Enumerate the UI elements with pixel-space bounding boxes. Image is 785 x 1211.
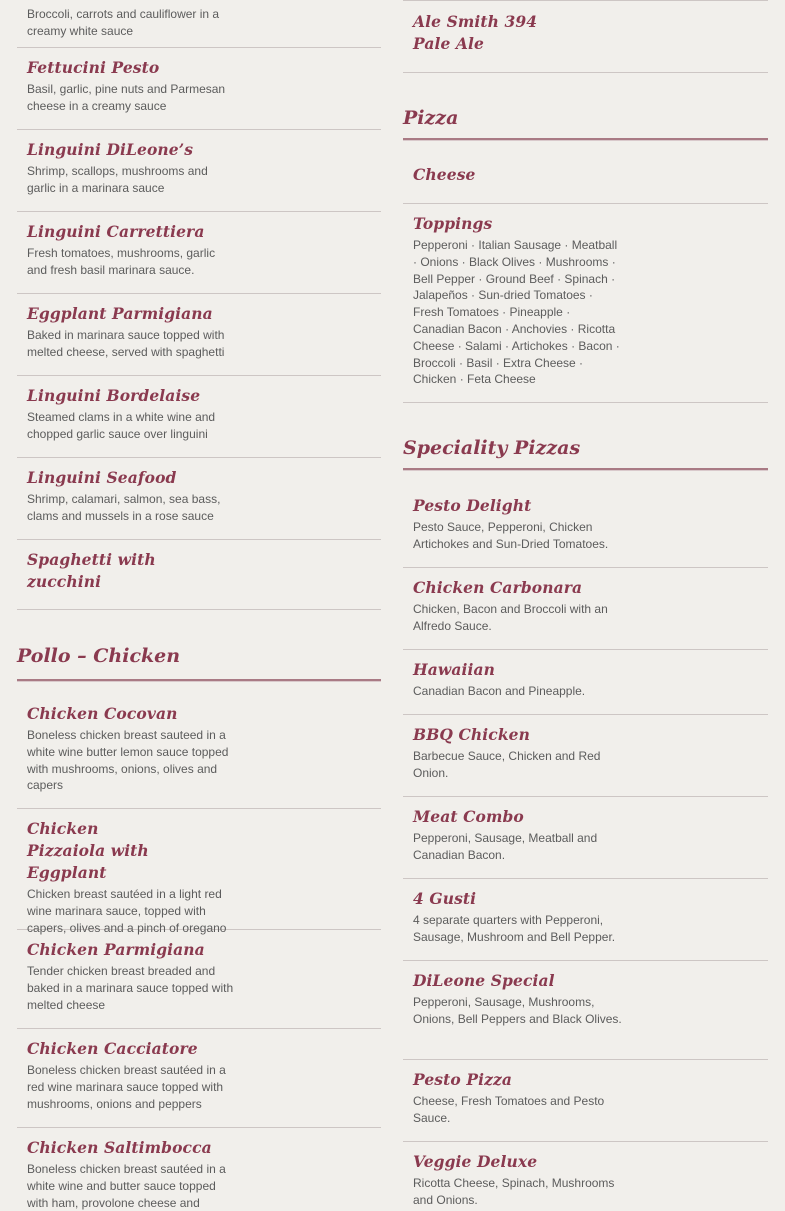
menu-item-title: Veggie Deluxe	[413, 1152, 538, 1171]
menu-item-title: Spaghetti with zucchini	[27, 550, 156, 591]
menu-item-description: Pepperoni, Sausage, Mushrooms, Onions, Bell Peppers and Black Olives.	[413, 995, 622, 1026]
menu-item	[403, 1060, 768, 1142]
menu-item-title: BBQ Chicken	[413, 725, 531, 744]
menu-item-title: Chicken Carbonara	[413, 578, 583, 597]
menu-item-title: 4 Gusti	[413, 889, 477, 908]
menu-item	[17, 1029, 381, 1128]
menu-item	[403, 568, 768, 650]
menu-item	[403, 486, 768, 568]
menu-item-description: Pepperoni · Italian Sausage · Meatball · Onions · Black Olives · Mushrooms · Bell Pepper · Ground Beef · Spinach · Jalapeños · Sun-dried Tomatoes · Fresh Tomatoes · Pineapple · Canadian Bacon · Anchovies · Ricotta Cheese · Salami · Artichokes · Bacon · Broccoli · Basil · Extra Cheese · Chicken · Feta Cheese	[413, 238, 620, 387]
menu-item-title: Linguini Seafood	[27, 468, 177, 487]
menu-item	[403, 204, 768, 403]
menu-item-description: Chicken breast sautéed in a light red wine marinara sauce, topped with capers, olives and a pinch of oregano	[27, 887, 227, 935]
menu-item	[403, 797, 768, 879]
menu-item-title: Hawaiian	[413, 660, 495, 679]
menu-item-description: Baked in marinara sauce topped with melted cheese, served with spaghetti	[27, 328, 225, 359]
menu-item	[17, 376, 381, 458]
menu-item	[403, 155, 768, 204]
menu-item-title: Linguini Bordelaise	[27, 386, 201, 405]
menu-item	[403, 0, 768, 73]
menu-item-description: Pepperoni, Sausage, Meatball and Canadian Bacon.	[413, 831, 598, 862]
menu-item-description: Cheese, Fresh Tomatoes and Pesto Sauce.	[413, 1094, 605, 1125]
menu-item-title: Ale Smith 394 Pale Ale	[413, 12, 538, 53]
section-title-pizza: Pizza	[403, 107, 459, 129]
menu-item	[17, 0, 381, 48]
menu-item-description: Ricotta Cheese, Spinach, Mushrooms and Onions.	[413, 1176, 615, 1207]
menu-item	[17, 1128, 381, 1211]
menu-item-description: Tender chicken breast breaded and baked in a marinara sauce topped with melted cheese	[27, 964, 234, 1012]
menu-item-title: Pesto Pizza	[413, 1070, 513, 1089]
menu-item-title: Fettucini Pesto	[27, 58, 160, 77]
menu-item	[403, 879, 768, 961]
menu-item-description: Shrimp, calamari, salmon, sea bass, clams and mussels in a rose sauce	[27, 492, 221, 523]
menu-item-title: Linguini DiLeone’s	[27, 140, 194, 159]
menu-item-description: Boneless chicken breast sauteed in a white wine butter lemon sauce topped with mushrooms, onions, olives and capers	[27, 728, 229, 793]
menu-item-description: Fresh tomatoes, mushrooms, garlic and fresh basil marinara sauce.	[27, 246, 216, 277]
menu-item-title: Chicken Pizzaiola with Eggplant	[27, 819, 149, 882]
menu-item	[403, 1142, 768, 1211]
section-divider	[403, 468, 768, 471]
menu-item-description: Boneless chicken breast sautéed in a white wine and butter sauce topped with ham, provolone cheese and	[27, 1162, 226, 1210]
menu-item-title: Chicken Saltimbocca	[27, 1138, 212, 1157]
menu-item	[403, 650, 768, 715]
menu-item	[17, 130, 381, 212]
menu-item-title: DiLeone Special	[413, 971, 555, 990]
menu-item-title: Chicken Parmigiana	[27, 940, 205, 959]
menu-item	[403, 961, 768, 1060]
section-title-chicken: Pollo – Chicken	[17, 645, 181, 667]
menu-item-title: Meat Combo	[413, 807, 524, 826]
menu-item	[17, 48, 381, 130]
menu-item	[17, 458, 381, 540]
menu-item-description: 4 separate quarters with Pepperoni, Sausage, Mushroom and Bell Pepper.	[413, 913, 616, 944]
section-divider	[403, 138, 768, 141]
section-title-speciality-pizzas: Speciality Pizzas	[403, 437, 581, 459]
menu-item-description: Shrimp, scallops, mushrooms and garlic in a marinara sauce	[27, 164, 208, 195]
menu-item-description: Basil, garlic, pine nuts and Parmesan cheese in a creamy sauce	[27, 82, 226, 113]
menu-item	[17, 212, 381, 294]
menu-item	[17, 294, 381, 376]
menu-item-description: Broccoli, carrots and cauliflower in a creamy white sauce	[27, 7, 220, 38]
menu-item-description: Chicken, Bacon and Broccoli with an Alfredo Sauce.	[413, 602, 608, 633]
menu-item-title: Linguini Carrettiera	[27, 222, 205, 241]
menu-item-description: Canadian Bacon and Pineapple.	[413, 684, 586, 698]
menu-item	[17, 930, 381, 1029]
menu-item-title: Eggplant Parmigiana	[27, 304, 213, 323]
menu-item	[17, 809, 381, 935]
menu-item-description: Boneless chicken breast sautéed in a red wine marinara sauce topped with mushrooms, onions and peppers	[27, 1063, 226, 1111]
menu-item-title: Toppings	[413, 214, 493, 233]
menu-item-title: Cheese	[413, 165, 476, 184]
menu-item	[17, 694, 381, 809]
menu-item-description: Barbecue Sauce, Chicken and Red Onion.	[413, 749, 601, 780]
menu-item-title: Chicken Cacciatore	[27, 1039, 198, 1058]
menu-item-description: Pesto Sauce, Pepperoni, Chicken Artichokes and Sun-Dried Tomatoes.	[413, 520, 609, 551]
menu-item-description: Steamed clams in a white wine and chopped garlic sauce over linguini	[27, 410, 216, 441]
menu-item	[403, 715, 768, 797]
section-divider	[17, 679, 381, 682]
menu-item-title: Pesto Delight	[413, 496, 532, 515]
menu-item-title: Chicken Cocovan	[27, 704, 178, 723]
menu-item	[17, 540, 381, 610]
